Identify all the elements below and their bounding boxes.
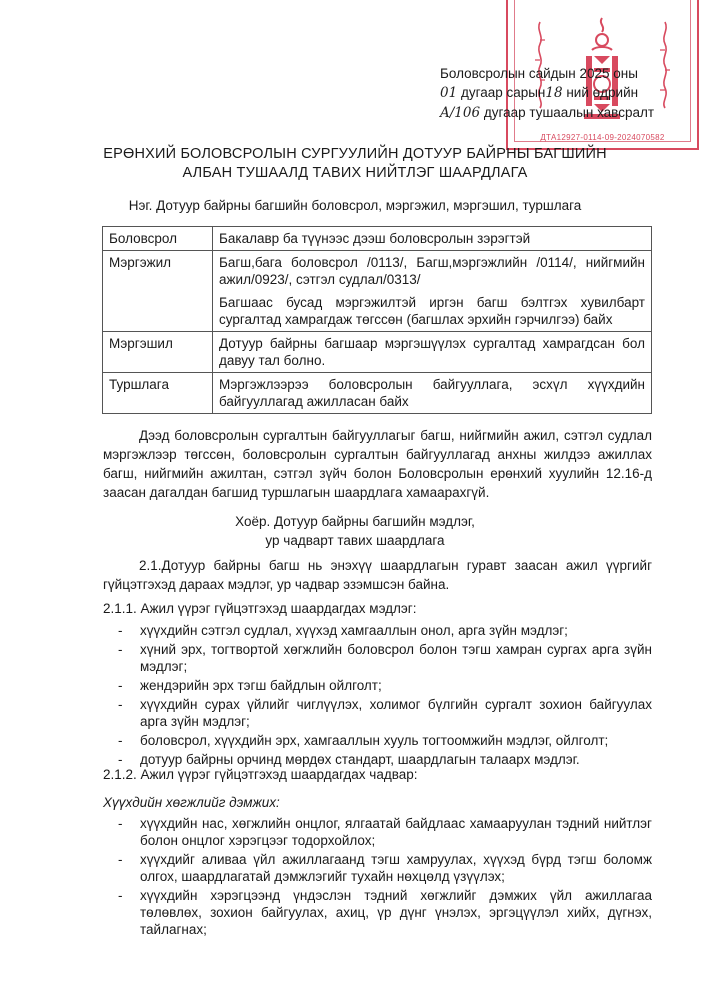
list-item: - хүүхдийн сэтгэл судлал, хүүхэд хамгааллын онол, арга зүйн мэдлэг;	[118, 622, 652, 639]
section-1-note: Дээд боловсролын сургалтын байгууллагыг багш, нийгмийн ажил, сэтгэл судлал мэргэжлээр төгссөн, боловсролын сургалтын байгууллагад анхны жилдээ ажиллах багш, нийгмийн ажилтан, сэтгэл зүйч болон Боловсролын ерөнхий хуулийн 12.16-д заасан дагалдан багшид туршлагын шаардлага хамаарахгүй.	[103, 428, 652, 500]
list-item: - хүүхдийн хэрэгцээнд үндэслэн тэдний хөгжлийг дэмжих үйл ажиллагаа төлөвлөх, зохион байгуулах, ахиц, үр дүнг үнэлэх, эргэцүүлэл хийх, дүгнэх, тайлагнах;	[118, 887, 652, 938]
subsection-2-1-2-title: 2.1.2. Ажил үүрэг гүйцэтгэхэд шаардагдах чадвар:	[103, 767, 418, 782]
handwritten-order-number: A/106	[440, 105, 481, 121]
table-value: Дотуур байрны багшаар мэргэшүүлэх сургалтад хамрагдсан бол давуу тал болно.	[213, 332, 652, 373]
knowledge-list	[118, 622, 652, 770]
list-item: - жендэрийн эрх тэгш байдлын ойлголт;	[118, 677, 652, 694]
approval-line-1: Боловсролын сайдын 2025 оны	[440, 66, 638, 81]
section-1-heading: Нэг. Дотуур байрны багшийн боловсрол, мэргэжил, мэргэшил, туршлага	[128, 198, 582, 213]
list-item: - дотуур байрны орчинд мөрдөх стандарт, шаардлагын талаарх мэдлэг.	[118, 751, 652, 768]
approval-note	[440, 64, 700, 123]
stamp-number: ДТА12927-0114-09-2024070582	[540, 133, 665, 142]
subsection-2-1-2-subtitle: Хүүхдийн хөгжлийг дэмжих:	[103, 795, 280, 810]
section-2-heading: Хоёр. Дотуур байрны багшийн мэдлэг, ур чадварт тавих шаардлага	[235, 514, 475, 548]
table-row	[103, 373, 652, 414]
table-row	[103, 251, 652, 332]
document-title: ЕРӨНХИЙ БОЛОВСРОЛЫН СУРГУУЛИЙН ДОТУУР БАЙРНЫ БАГШИЙН АЛБАН ТУШААЛД ТАВИХ НИЙТЛЭГ ШААРДЛАГА	[103, 146, 607, 181]
handwritten-day: 18	[545, 85, 563, 101]
approval-line-3: A/106 дугаар тушаалын хавсралт	[440, 105, 655, 121]
table-value: Бакалавр ба түүнээс дээш боловсролын зэрэгтэй	[213, 227, 652, 251]
requirements-table	[102, 226, 652, 414]
table-key: Туршлага	[103, 373, 213, 414]
handwritten-month: 01	[440, 85, 458, 101]
list-item: - хүүхдийн нас, хөгжлийн онцлог, ялгаатай байдлаас хамааруулан тэдний нийтлэг болон онцлог хэрэгцээг тодорхойлох;	[118, 815, 652, 849]
table-key: Мэргэшил	[103, 332, 213, 373]
table-row	[103, 227, 652, 251]
subsection-2-1-1-title: 2.1.1. Ажил үүрэг гүйцэтгэхэд шаардагдах мэдлэг:	[103, 601, 417, 616]
list-item: - хүүхдийн сурах үйлийг чиглүүлэх, холимог бүлгийн сургалт зохион байгуулах арга зүйн мэдлэг;	[118, 696, 652, 730]
table-key: Мэргэжил	[103, 251, 213, 332]
list-item: - боловсрол, хүүхдийн эрх, хамгааллын хууль тогтоомжийн мэдлэг, ойлголт;	[118, 732, 652, 749]
list-item: - хүний эрх, тогтвортой хөгжлийн боловсрол болон тэгш хамран сургах арга зүйн мэдлэг;	[118, 641, 652, 675]
approval-line-2: 01 дугаар сарын18 ний өдрийн	[440, 85, 639, 101]
skills-list	[118, 815, 652, 940]
table-key: Боловсрол	[103, 227, 213, 251]
table-value: Мэргэжлээрээ боловсролын байгууллага, эсхүл хүүхдийн байгууллагад ажилласан байх	[213, 373, 652, 414]
table-row	[103, 332, 652, 373]
table-value: Багш,бага боловсрол /0113/, Багш,мэргэжлийн /0114/, нийгмийн ажил/0923/, сэтгэл судлал/0313/ Багшаас бусад мэргэжилтэй иргэн багш бэлтгэх хувилбарт сургалтад хамрагдаж төгссөн (багшлах эрхийн гэрчилгээ) байх	[213, 251, 652, 332]
section-2-intro: 2.1.Дотуур байрны багш нь энэхүү шаардлагын гуравт заасан ажил үүргийг гүйцэтгэхэд дараах мэдлэг, ур чадвар эзэмшсэн байна.	[103, 558, 652, 592]
list-item: - хүүхдийг аливаа үйл ажиллагаанд тэгш хамруулах, хүүхэд бүрд тэгш боломж олгох, шаардлагатай дэмжлэгийг тухайн нөхцөлд үзүүлэх;	[118, 851, 652, 885]
